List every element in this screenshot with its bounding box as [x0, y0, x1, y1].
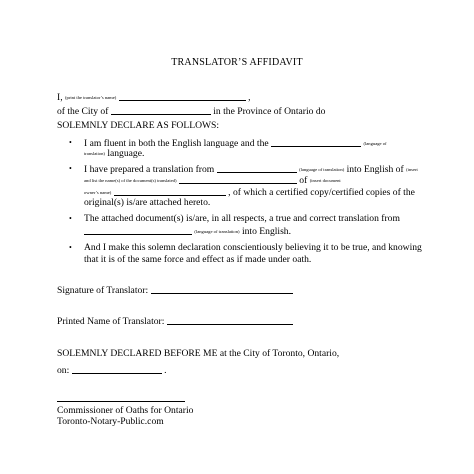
declare-heading: SOLEMNLY DECLARE AS FOLLOWS: — [57, 120, 220, 131]
bullet: • — [69, 214, 72, 223]
clause-3-line-1: The attached document(s) is/are, in all respects, a true and correct translation from — [84, 213, 400, 224]
city-prefix: of the City of — [57, 106, 109, 117]
print-name-hint: (print the translator’s name) — [65, 95, 117, 100]
clause-2-line-2 — [84, 174, 341, 186]
clause-3-line-2 — [84, 225, 291, 237]
on-label: on: — [57, 365, 70, 376]
signature-line — [57, 284, 293, 296]
clause-4-line-2: that it is of the same force and effect as if made under oath. — [84, 254, 312, 265]
clause-2-line-4: original(s) is/are attached hereto. — [84, 197, 211, 208]
clause-1-line-2 — [84, 148, 144, 159]
on-period: . — [164, 365, 167, 376]
commissioner-title: Commissioner of Oaths for Ontario — [57, 405, 194, 416]
intro-name-line — [57, 91, 251, 103]
printed-name-field[interactable] — [167, 315, 293, 325]
language-hint: (language of — [363, 141, 387, 146]
declared-before-text: SOLEMNLY DECLARED BEFORE ME at the City of Toronto, Ontario, — [57, 348, 340, 359]
insert-hint: (insert — [406, 167, 418, 172]
document-title: TRANSLATOR’S AFFIDAVIT — [171, 57, 303, 68]
city-field[interactable] — [111, 105, 211, 115]
website-text: Toronto-Notary-Public.com — [57, 416, 164, 427]
language-field-1[interactable] — [271, 137, 361, 147]
bullet: • — [69, 138, 72, 147]
intro-comma: , — [248, 92, 251, 103]
into-english: into English. — [241, 226, 292, 237]
translation-hint: translation) — [84, 151, 105, 156]
date-line — [57, 364, 166, 376]
translator-name-field[interactable] — [119, 91, 246, 101]
document-names-field[interactable] — [179, 174, 297, 184]
translation-language-field[interactable] — [84, 225, 192, 235]
i-label: I, — [57, 92, 63, 103]
clause-1-text: I am fluent in both the English language and the — [84, 138, 269, 149]
province-text: in the Province of Ontario do — [213, 106, 326, 117]
language-hint: (language of translation) — [194, 229, 240, 234]
source-language-field[interactable] — [217, 163, 297, 173]
bullet: • — [69, 164, 72, 173]
printed-name-line — [57, 315, 293, 327]
certified-copy-text: , of which a certified copy/certified copies of the — [228, 187, 415, 198]
bullet: • — [69, 243, 72, 252]
owner-name-field[interactable] — [114, 186, 226, 196]
clause-4-line-1: And I make this solemn declaration conscientiously believing it to be true, and knowing — [84, 242, 422, 253]
insert-document-hint: (insert document — [309, 178, 341, 183]
of-word: of — [299, 175, 308, 186]
signature-label: Signature of Translator: — [57, 285, 149, 296]
date-field[interactable] — [72, 364, 162, 374]
owner-name-hint: owner’s name) — [84, 190, 112, 195]
signature-field[interactable] — [151, 284, 293, 294]
language-word: language. — [107, 148, 145, 159]
intro-city-line — [57, 105, 325, 117]
printed-name-label: Printed Name of Translator: — [57, 316, 165, 327]
clause-2-text: I have prepared a translation from — [84, 164, 215, 175]
document-names-hint: and list the name(s) of the document(s) translated) — [84, 178, 177, 183]
commissioner-signature-line[interactable] — [57, 401, 185, 402]
into-english: into English of — [346, 164, 404, 175]
language-hint: (language of translation) — [299, 167, 345, 172]
